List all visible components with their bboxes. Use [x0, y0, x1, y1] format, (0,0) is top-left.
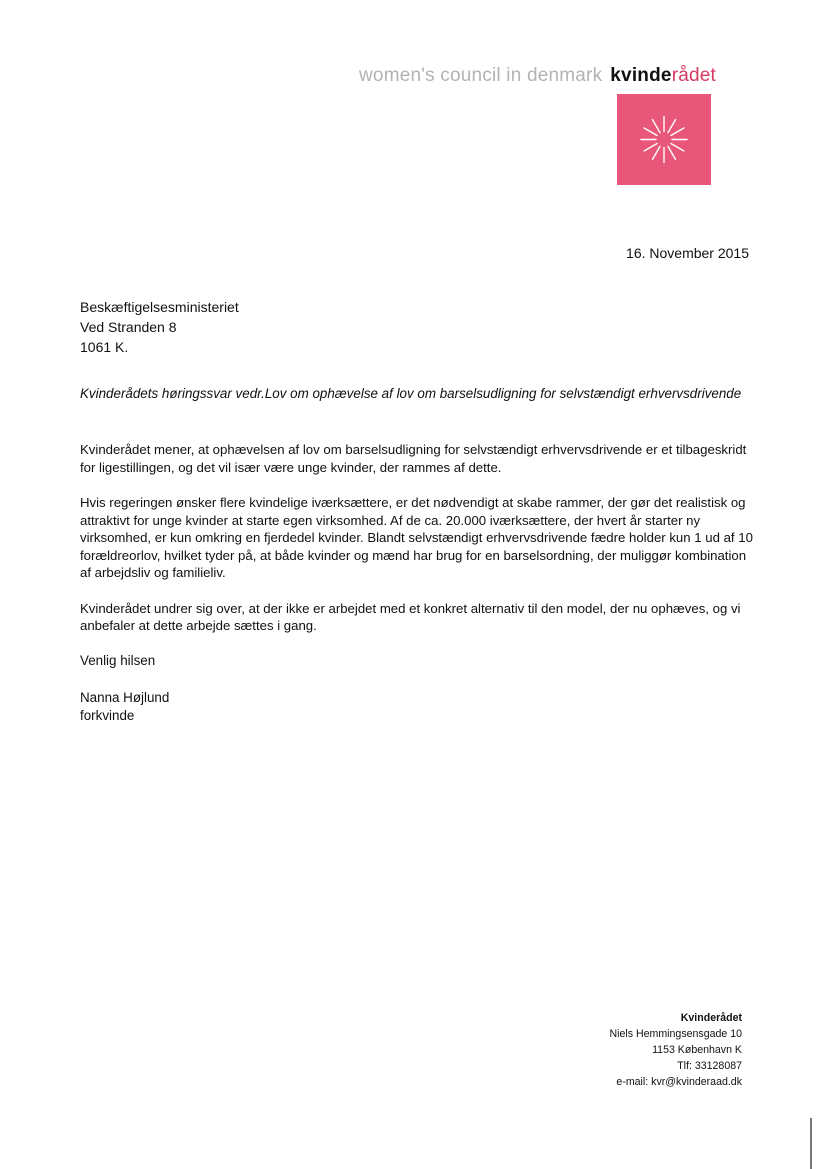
brand-name-light: rådet: [671, 65, 716, 86]
sunburst-logo-icon: [617, 94, 711, 185]
body-paragraph-2: Hvis regeringen ønsker flere kvindelige iværksættere, er det nødvendigt at skabe rammer, der gør det realistisk og attraktivt for unge kvinder at starte egen virksomhed. Af de ca. 20.000 iværksættere, der hvert år starter ny virksomhed, er kun omkring en fjerdedel kvinder. Blandt selvstændigt erhvervsdrivende fædre holder kun 1 ud af 10 forældreorlov, hvilket tyder på, at både kvinder og mænd har brug for en barselsordning, der muliggør kombination af arbejdsliv og familieliv.: [80, 495, 753, 580]
footer-city: 1153 København K: [652, 1044, 742, 1056]
body-paragraph-1: Kvinderådet mener, at ophævelsen af lov om barselsudligning for selvstændigt erhvervsdrivende er et tilbageskridt for ligestillingen, og det vil især være unge kvinder, der rammes af dette.: [80, 442, 747, 475]
letter-date: 16. November 2015: [626, 245, 749, 261]
letterhead: [359, 64, 716, 88]
footer-street: Niels Hemmingsensgade 10: [609, 1028, 742, 1040]
letter-subject: Kvinderådets høringssvar vedr.Lov om ophævelse af lov om barselsudligning for selvstændigt erhvervsdrivende: [80, 386, 742, 401]
footer-phone: Tlf: 33128087: [677, 1060, 742, 1072]
footer-email: e-mail: kvr@kvinderaad.dk: [616, 1076, 742, 1088]
recipient-name: Beskæftigelsesministeriet: [80, 299, 239, 315]
letterhead-tagline: women's council in denmark: [359, 65, 603, 86]
recipient-postcode: 1061 K.: [80, 339, 129, 355]
signature-block: [80, 689, 169, 725]
sunburst-logo-graphic: [617, 94, 711, 185]
footer-org-name: Kvinderådet: [680, 1012, 742, 1024]
closing-greeting: Venlig hilsen: [80, 653, 156, 668]
scan-edge-divider: [810, 1118, 812, 1169]
signer-name: Nanna Højlund: [80, 690, 170, 705]
brand-name-bold: kvinde: [610, 65, 672, 86]
recipient-street: Ved Stranden 8: [80, 319, 177, 335]
letter-body: [80, 441, 760, 653]
footer-contact: [610, 1010, 743, 1090]
body-paragraph-3: Kvinderådet undrer sig over, at der ikke er arbejdet med et konkret alternativ til den model, der nu ophæves, og vi anbefaler at dette arbejde sættes i gang.: [80, 600, 741, 633]
recipient-address: [80, 297, 239, 357]
signer-title: forkvinde: [80, 708, 135, 723]
